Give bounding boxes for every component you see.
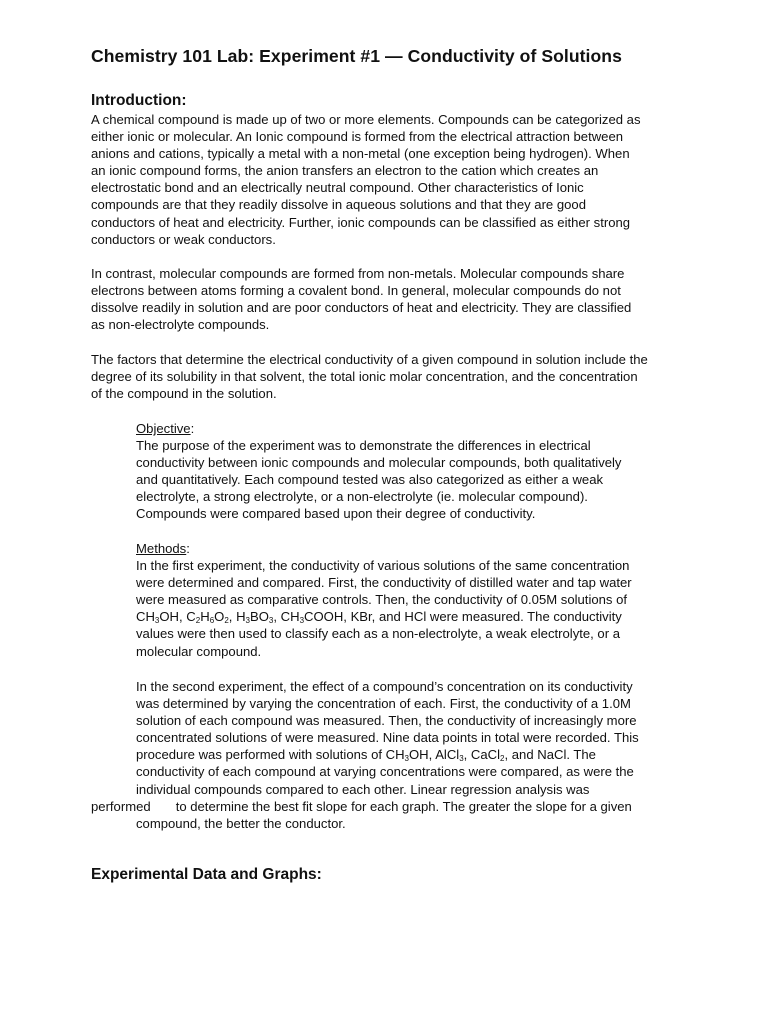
data-graphs-heading: Experimental Data and Graphs: xyxy=(91,866,322,883)
text-line: was determined by varying the concentration of each. First, the conductivity of a 1.0M xyxy=(136,696,631,712)
text-line: solution of each compound was measured. Then, the conductivity of increasingly more xyxy=(136,713,637,729)
text-line: In the second experiment, the effect of a compound’s concentration on its conductivity xyxy=(136,679,633,694)
compounds-line xyxy=(136,608,696,625)
formula-part: H xyxy=(236,609,246,625)
text-line: an ionic compound forms, the anion transfers an electron to the cation which creates an xyxy=(91,163,599,179)
methods-label: Methods xyxy=(136,541,187,556)
text-line: conductivity of each compound at varying concentrations were compared, as were the xyxy=(136,764,634,780)
methods-paragraph-2 xyxy=(136,678,696,798)
formula-part: procedure was performed with solutions of CH xyxy=(136,747,405,763)
subscript: 3 xyxy=(245,616,250,626)
text-line: were measured as comparative controls. Then, the conductivity of 0.05M solutions of xyxy=(136,592,628,608)
text-line: as non-electrolyte compounds. xyxy=(91,317,270,333)
text-line: conductors of heat and electricity. Further, ionic compounds can be classified as either strong xyxy=(91,214,631,230)
compounds-line-2 xyxy=(136,746,696,763)
text-line: electrolyte, a strong electrolyte, or a non-electrolyte (ie. molecular compound). xyxy=(136,489,588,505)
text-line: values were then used to classify each as a non-electrolyte, a weak electrolyte, or a xyxy=(136,626,620,642)
formula-part: BO xyxy=(249,609,269,625)
subscript: 3 xyxy=(299,616,305,626)
formula-part: , and NaCl. The xyxy=(504,747,596,763)
methods-heading xyxy=(136,540,696,557)
text-line: The purpose of the experiment was to demonstrate the differences in electrical xyxy=(136,438,591,454)
methods-section xyxy=(136,540,696,660)
text-line: molecular compound. xyxy=(136,643,262,659)
text-line: Compounds were compared based upon their degree of conductivity. xyxy=(136,506,536,522)
text-line: of the compound in the solution. xyxy=(91,386,277,402)
text-line: and quantitatively. Each compound tested was also categorized as either a weak xyxy=(136,472,604,488)
document-title: Chemistry 101 Lab: Experiment #1 — Conductivity of Solutions xyxy=(91,46,622,66)
formula-part: CH xyxy=(280,609,300,625)
text-line: In the first experiment, the conductivity of various solutions of the same concentration xyxy=(136,558,630,574)
formula-part: , CaCl xyxy=(463,747,501,763)
text-line: The factors that determine the electrical conductivity of a given compound in solution include the xyxy=(91,352,648,367)
formula-part: COOH, KBr, and HCl were measured. The conductivity xyxy=(304,609,622,625)
text-line: compounds are that they readily dissolve in aqueous solutions and that they are good xyxy=(91,197,586,213)
formula-part: , xyxy=(273,609,281,625)
text-line: electrostatic bond and an electrically neutral compound. Other characteristics of Ionic xyxy=(91,180,584,196)
intro-paragraph-1 xyxy=(91,111,691,248)
text-line: degree of its solubility in that solvent, the total ionic molar concentration, and the concentration xyxy=(91,369,638,385)
text-line: compound, the better the conductor. xyxy=(136,816,346,831)
objective-colon: : xyxy=(190,421,195,436)
methods-colon: : xyxy=(186,541,190,556)
formula-part: H xyxy=(200,609,210,625)
text-line: dissolve readily in solution and are poor conductors of heat and electricity. They are classified xyxy=(91,300,632,316)
subscript: 2 xyxy=(224,616,229,626)
text-line: conductivity between ionic compounds and molecular compounds, both qualitatively xyxy=(136,455,622,471)
subscript: 3 xyxy=(459,754,464,764)
subscript: 3 xyxy=(404,754,409,764)
intro-paragraph-3 xyxy=(91,351,691,402)
formula-part: CH xyxy=(136,609,155,625)
performed-line xyxy=(91,798,731,815)
text-line: concentrated solutions of were measured. Nine data points in total were recorded. This xyxy=(136,730,639,746)
objective-label: Objective xyxy=(136,421,191,436)
subscript: 3 xyxy=(268,616,274,626)
formula-part: OH, xyxy=(159,609,187,625)
text-line: electrons between atoms forming a covalent bond. In general, molecular compounds do not xyxy=(91,283,621,299)
performed-word: performed xyxy=(91,799,151,814)
subscript: 2 xyxy=(195,616,201,626)
text-line: A chemical compound is made up of two or more elements. Compounds can be categorized as xyxy=(91,112,641,127)
text-line: either ionic or molecular. An Ionic compound is formed from the electrical attraction between xyxy=(91,129,624,145)
methods-last-line xyxy=(136,815,696,832)
objective-heading xyxy=(136,420,696,437)
subscript: 3 xyxy=(154,616,160,626)
formula-part: C xyxy=(186,609,196,625)
performed-rest: to determine the best fit slope for each graph. The greater the slope for a given xyxy=(175,799,632,814)
subscript: 2 xyxy=(500,754,505,764)
performed-text-line xyxy=(91,798,731,815)
text-line: anions and cations, typically a metal with a non-metal (one exception being hydrogen). When xyxy=(91,146,630,162)
text-line: conductors or weak conductors. xyxy=(91,231,276,247)
introduction-heading: Introduction: xyxy=(91,92,187,109)
subscript: 6 xyxy=(209,616,215,626)
text-line: individual compounds compared to each other. Linear regression analysis was xyxy=(136,781,590,797)
text-line: were determined and compared. First, the conductivity of distilled water and tap water xyxy=(136,575,632,591)
objective-section xyxy=(136,420,696,523)
formula-part: OH, AlCl xyxy=(409,747,460,763)
intro-paragraph-2 xyxy=(91,265,691,333)
formula-part: , xyxy=(228,609,237,625)
text-line: In contrast, molecular compounds are formed from non-metals. Molecular compounds share xyxy=(91,266,625,281)
formula-part: O xyxy=(214,609,225,625)
